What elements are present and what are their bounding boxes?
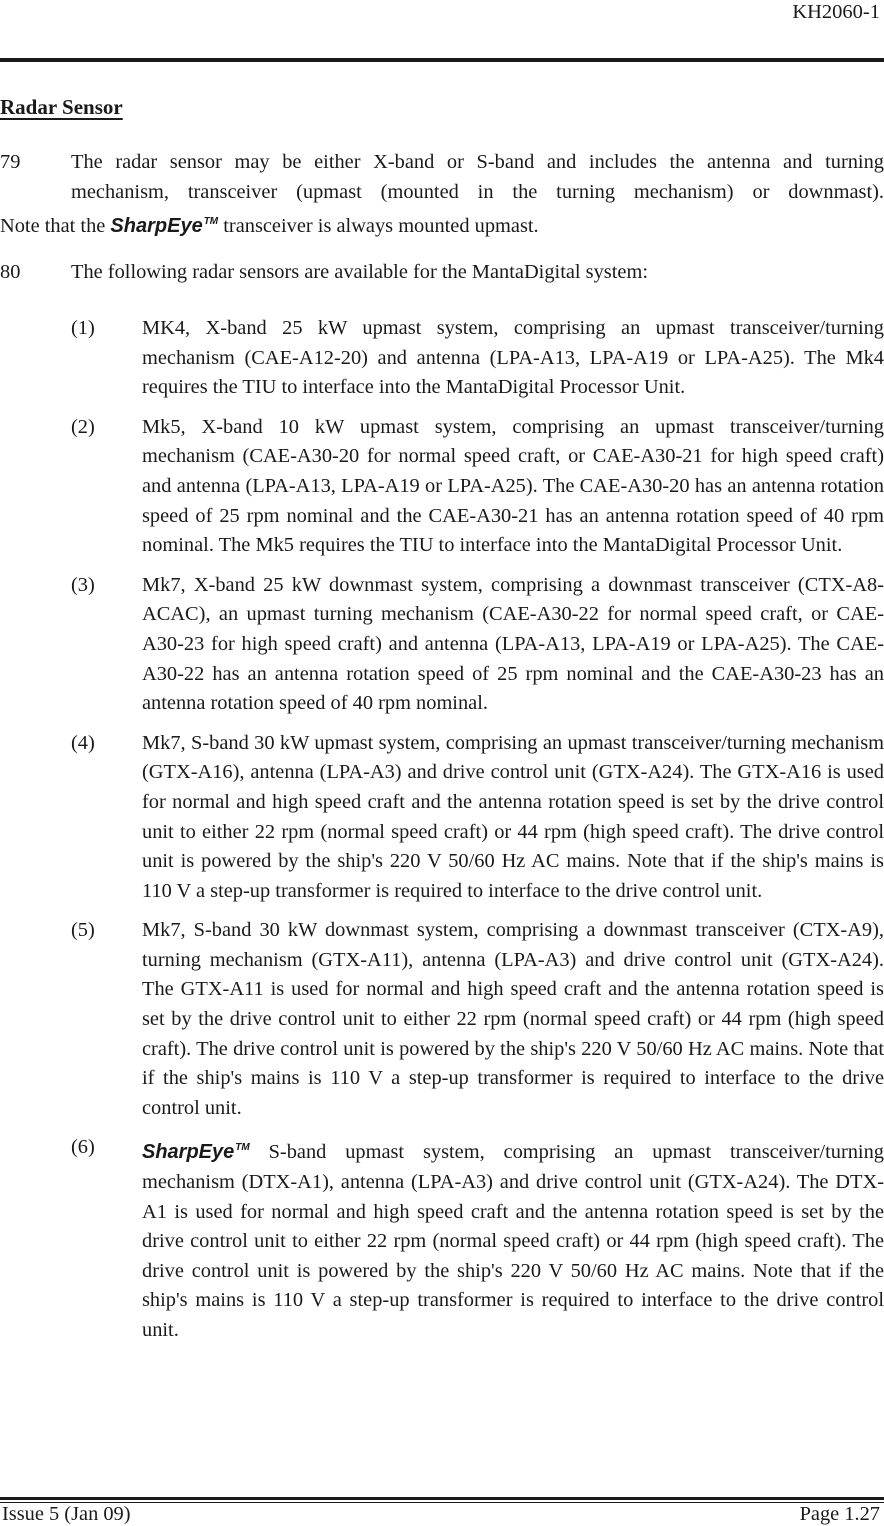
list-item <box>0 1133 884 1345</box>
sensor-list <box>0 314 884 1356</box>
paragraph-80 <box>0 258 884 288</box>
list-item <box>0 571 884 719</box>
item-text-body: S-band upmast system, comprising an upmast transceiver/turning mechanism (DTX-A1), antenna (LPA-A3) and drive control unit (GTX-A24). The DTX-A1 is used for normal and high speed craft and the antenna rotation speed is set by the drive control unit to either 22 rpm (normal speed craft) or 44 rpm (high speed craft). The drive control unit is powered by the ship's 220 V 50/60 Hz AC mains. Note that if the ship's mains is 110 V a step-up transformer is required to interface to the drive control unit. <box>142 1141 884 1341</box>
footer-rule <box>0 1497 884 1500</box>
item-number: (5) <box>71 919 95 942</box>
footer-rule-thin <box>0 1502 884 1503</box>
trademark-mark: TM <box>203 216 219 227</box>
header-rule <box>0 58 884 62</box>
paragraph-line: The radar sensor may be either X-band or S-band and includes the antenna and turning <box>71 151 884 173</box>
sharpeye-brand <box>142 1141 250 1163</box>
paragraph-79 <box>0 148 884 242</box>
item-number: (1) <box>71 317 95 339</box>
item-text <box>142 1133 884 1345</box>
issue-label: Issue 5 (Jan 09) <box>2 1503 131 1525</box>
item-text: Mk7, X-band 25 kW downmast system, comprising a downmast transceiver (CTX-A8-ACAC), an upmast turning mechanism (CAE-A30-22 for normal speed craft, or CAE-A30-23 for high speed craft) and antenna (LPA-A13, LPA-A19 or LPA-A25). The CAE-A30-22 has an antenna rotation speed of 25 rpm nominal and the CAE-A30-23 has an antenna rotation speed of 40 rpm nominal. <box>142 573 884 715</box>
list-item <box>0 916 884 1123</box>
page-number: Page 1.27 <box>799 1503 880 1525</box>
paragraph-line: mechanism, transceiver (upmast (mounted in the turning mechanism) or downmast). <box>71 180 884 203</box>
item-text: Mk7, S-band 30 kW upmast system, comprising an upmast transceiver/turning mechanism (GTX-A16), antenna (LPA-A3) and drive control unit (GTX-A24). The GTX-A16 is used for normal and high speed craft and the antenna rotation speed is set by the drive control unit to either 22 rpm (normal speed craft) or 44 rpm (high speed craft). The drive control unit is powered by the ship's 220 V 50/60 Hz AC mains. Note that if the ship's mains is 110 V a step-up transformer is required to interface to the drive control unit. <box>142 731 884 902</box>
section-heading: Radar Sensor <box>0 95 123 119</box>
brand-name: SharpEye <box>142 1141 235 1164</box>
paragraph-number: 79 <box>0 151 21 173</box>
item-number: (3) <box>71 573 95 596</box>
list-item <box>0 729 884 907</box>
paragraph-line <box>0 207 884 242</box>
paragraph-number: 80 <box>0 261 21 283</box>
brand-name: SharpEye <box>110 215 203 237</box>
paragraph-text: The following radar sensors are available for the MantaDigital system: <box>71 261 648 283</box>
item-text: Mk7, S-band 30 kW downmast system, comprising a downmast transceiver (CTX-A9), turning mechanism (GTX-A11), antenna (LPA-A3) and drive control unit (GTX-A24). The GTX-A11 is used for normal and high speed craft and the antenna rotation speed is set by the drive control unit to either 22 rpm (normal speed craft) or 44 rpm (high speed craft). The drive control unit is powered by the ship's 220 V 50/60 Hz AC mains. Note that if the ship's mains is 110 V a step-up transformer is required to interface to the drive control unit. <box>142 919 884 1119</box>
document-id: KH2060-1 <box>792 1 880 23</box>
item-number: (4) <box>71 731 95 754</box>
list-item <box>0 314 884 403</box>
paragraph-text: Note that the <box>0 215 111 237</box>
trademark-mark: TM <box>235 1142 250 1154</box>
item-number: (2) <box>71 415 95 438</box>
list-item <box>0 413 884 561</box>
item-number: (6) <box>71 1136 95 1159</box>
sharpeye-brand <box>110 215 218 237</box>
item-text: MK4, X-band 25 kW upmast system, comprising an upmast transceiver/turning mechanism (CAE-A12-20) and antenna (LPA-A13, LPA-A19 or LPA-A25). The Mk4 requires the TIU to interface into the MantaDigital Processor Unit. <box>142 317 884 399</box>
item-text: Mk5, X-band 10 kW upmast system, comprising an upmast transceiver/turning mechanism (CAE-A30-20 for normal speed craft, or CAE-A30-21 for high speed craft) and antenna (LPA-A13, LPA-A19 or LPA-A25). The CAE-A30-20 has an antenna rotation speed of 25 rpm nominal and the CAE-A30-21 has an antenna rotation speed of 40 rpm nominal. The Mk5 requires the TIU to interface into the MantaDigital Processor Unit. <box>142 415 884 557</box>
paragraph-text: transceiver is always mounted upmast. <box>218 215 539 237</box>
